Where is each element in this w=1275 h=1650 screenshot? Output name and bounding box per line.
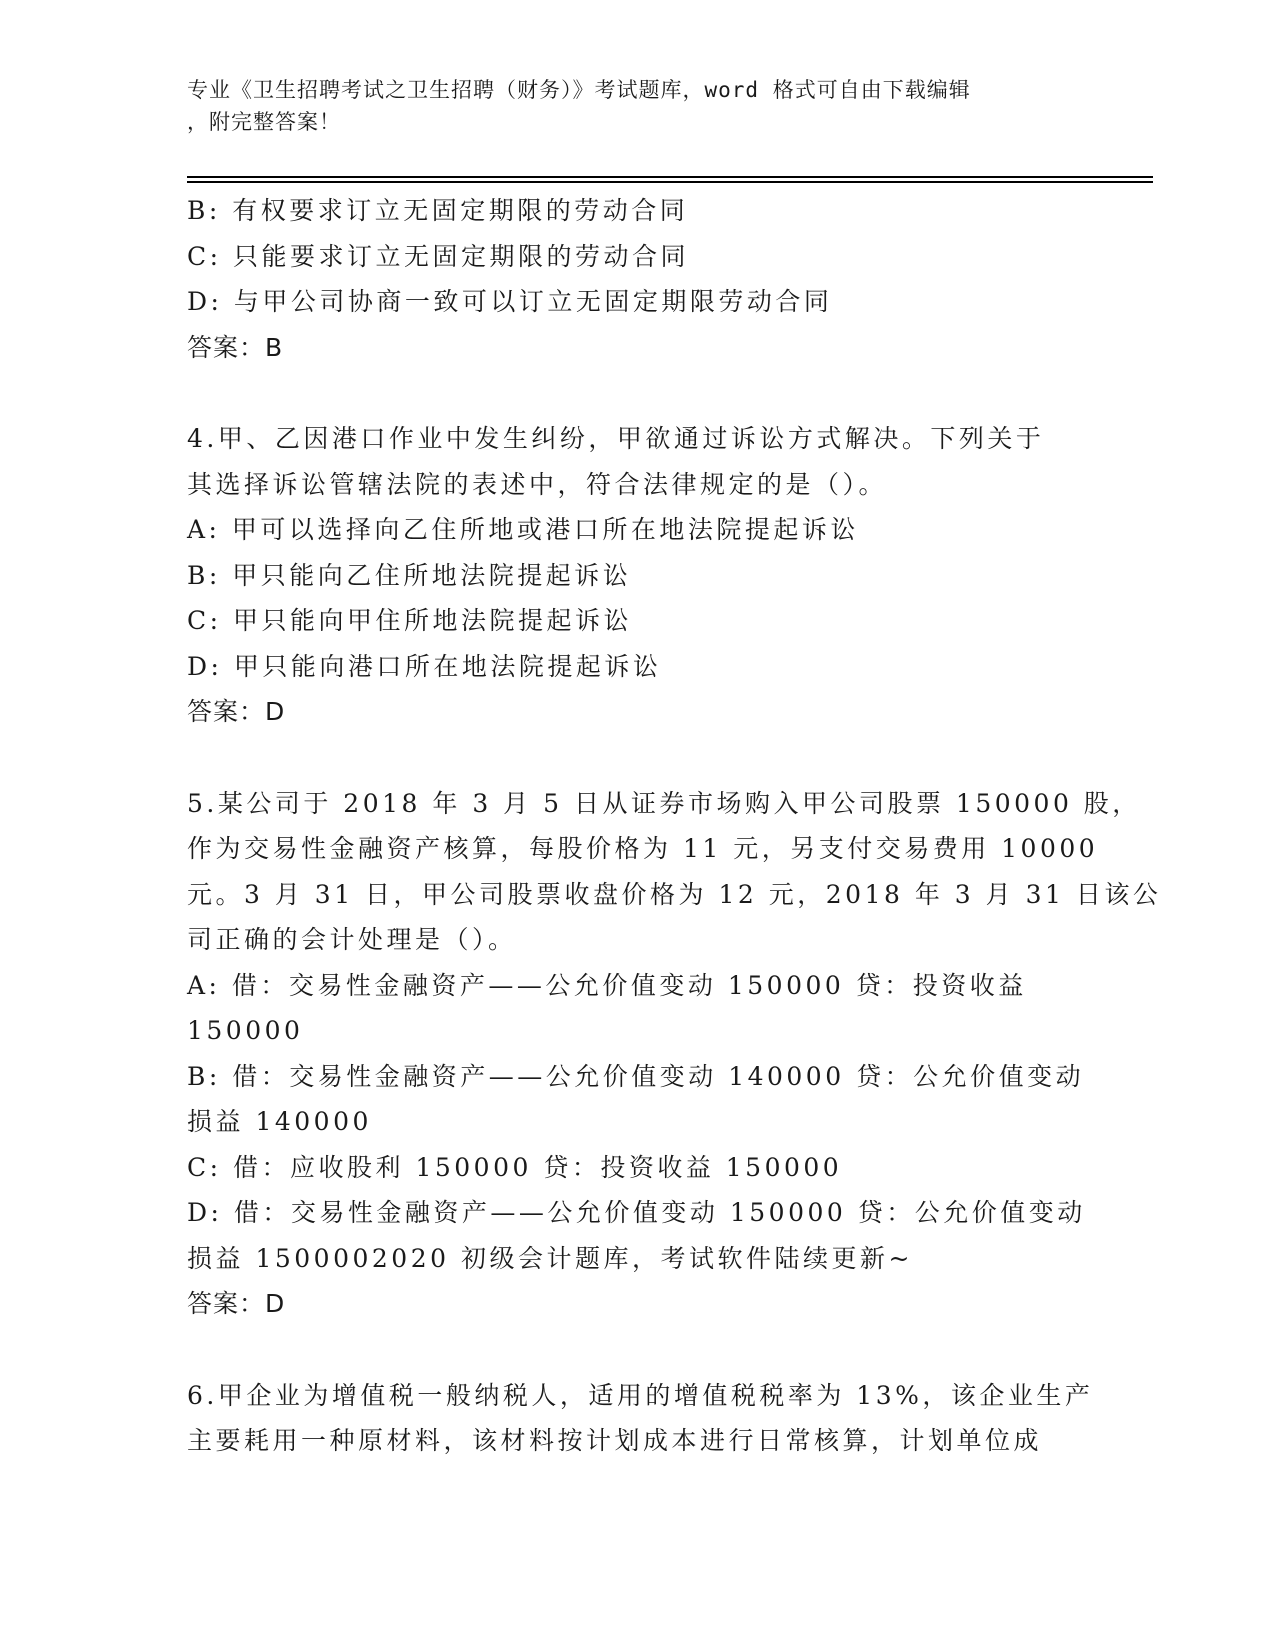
q6-stem-line-1: 6.甲企业为增值税一般纳税人，适用的增值税税率为 13%，该企业生产: [187, 1380, 1094, 1410]
q5-option-a-line-1: A: 借：交易性金融资产——公允价值变动 150000 贷：投资收益: [187, 970, 1027, 1000]
q5-option-a-line-2: 150000: [187, 1016, 304, 1045]
header-divider-bottom: [187, 181, 1153, 183]
q4-stem-line-2: 其选择诉讼管辖法院的表述中，符合法律规定的是（）。: [187, 469, 888, 499]
q5-stem-line-2: 作为交易性金融资产核算，每股价格为 11 元，另支付交易费用 10000: [187, 834, 1099, 863]
q5-answer: 答案：D: [187, 1289, 286, 1318]
spacer: [187, 735, 1087, 781]
q5-option-d-line-2: 损益 1500002020 初级会计题库，考试软件陆续更新~: [187, 1243, 913, 1273]
question-3: [187, 188, 1087, 370]
q5-option-c: C: 借：应收股利 150000 贷：投资收益 150000: [187, 1152, 843, 1182]
q5-option-d-line-1: D: 借：交易性金融资产——公允价值变动 150000 贷：公允价值变动: [187, 1198, 1086, 1227]
q5-option-b-line-2: 损益 140000: [187, 1107, 372, 1136]
q4-option-b: B: 甲只能向乙住所地法院提起诉讼: [187, 560, 632, 590]
spacer: [187, 370, 1087, 416]
spacer: [187, 1327, 1087, 1373]
q6-stem-line-2: 主要耗用一种原材料，该材料按计划成本进行日常核算，计划单位成: [187, 1426, 1043, 1455]
q3-option-d: D: 与甲公司协商一致可以订立无固定期限劳动合同: [187, 287, 833, 316]
q3-option-c: C: 只能要求订立无固定期限的劳动合同: [187, 241, 689, 271]
header-line-2: ，附完整答案！: [187, 110, 341, 134]
q4-option-c: C: 甲只能向甲住所地法院提起诉讼: [187, 606, 632, 635]
question-5: [187, 781, 1162, 1327]
question-4: [187, 416, 1087, 735]
question-6: [187, 1373, 1094, 1464]
q3-answer: 答案：B: [187, 332, 284, 362]
q4-option-d: D: 甲只能向港口所在地法院提起诉讼: [187, 651, 662, 681]
q4-stem-line-1: 4.甲、乙因港口作业中发生纠纷，甲欲通过诉讼方式解决。下列关于: [187, 424, 1045, 453]
q3-option-b: B: 有权要求订立无固定期限的劳动合同: [187, 196, 689, 225]
header-line-1: 专业《卫生招聘考试之卫生招聘（财务）》考试题库，word 格式可自由下载编辑: [187, 78, 971, 102]
q4-answer: 答案：D: [187, 697, 286, 726]
q5-option-b-line-1: B: 借：交易性金融资产——公允价值变动 140000 贷：公允价值变动: [187, 1061, 1085, 1091]
document-header: [187, 74, 1087, 138]
header-divider-top: [187, 176, 1153, 178]
q4-option-a: A: 甲可以选择向乙住所地或港口所在地法院提起诉讼: [187, 515, 859, 544]
q5-stem-line-1: 5.某公司于 2018 年 3 月 5 日从证券市场购入甲公司股票 150000 股，: [187, 788, 1141, 818]
q5-stem-line-3: 元。3 月 31 日，甲公司股票收盘价格为 12 元，2018 年 3 月 31 日该公: [187, 879, 1162, 909]
q5-stem-line-4: 司正确的会计处理是（）。: [187, 925, 517, 954]
question-list: [187, 188, 1162, 1464]
